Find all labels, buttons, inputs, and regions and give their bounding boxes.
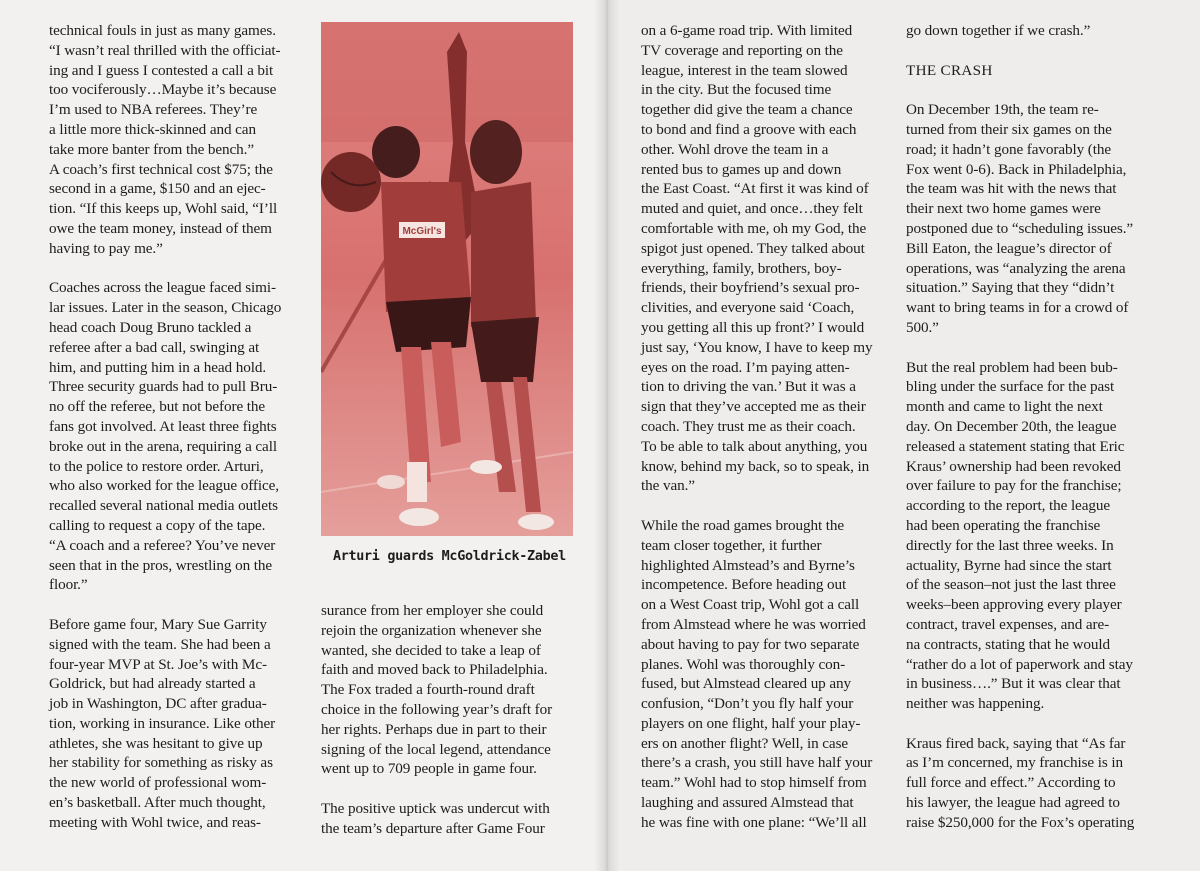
- text-line: Fox went 0-6). Back in Philadelphia,: [906, 160, 1127, 178]
- text-line: faith and moved back to Philadelphia.: [321, 661, 548, 679]
- text-line: Kraus’ ownership had been revoked: [906, 457, 1121, 475]
- text-line: bling under the surface for the past: [906, 378, 1115, 396]
- text-line: “A coach and a referee? You’ve never: [49, 536, 276, 554]
- text-line: no off the referee, but not before the: [49, 398, 266, 416]
- text-line: surance from her employer she could: [321, 602, 544, 619]
- text-line: head coach Doug Bruno tackled a: [49, 318, 252, 336]
- paragraph: [906, 100, 1164, 338]
- text-line: A coach’s first technical cost $75; the: [49, 160, 273, 178]
- text-line: tion to driving the van.’ But it was a: [641, 378, 856, 396]
- section-paragraphs: [906, 100, 1164, 832]
- text-line: lar issues. Later in the season, Chicago: [49, 299, 282, 317]
- text-line: coach. They trust me as their coach.: [641, 417, 856, 435]
- text-line: job in Washington, DC after gradua-: [49, 695, 267, 713]
- text-line: according to the report, the league: [906, 497, 1110, 515]
- text-line: him, and putting him in a head hold.: [49, 358, 267, 376]
- text-line: as I’m concerned, my franchise is in: [906, 754, 1123, 772]
- paragraph: [321, 601, 583, 779]
- book-gutter: [594, 0, 620, 871]
- text-line: turned from their six games on the: [906, 120, 1112, 138]
- section-heading-text: THE CRASH: [906, 61, 993, 79]
- text-line: situation.” Saying that they “didn’t: [906, 279, 1115, 297]
- text-column-4: [906, 21, 1164, 852]
- text-line: other. Wohl drove the team in a: [641, 140, 829, 158]
- text-line: “rather do a lot of paperwork and stay: [906, 655, 1133, 673]
- text-line: month and came to light the next: [906, 398, 1103, 416]
- text-line: fans got involved. At least three fights: [49, 417, 277, 435]
- text-line: second in a game, $150 and an ejec-: [49, 180, 266, 198]
- text-line: had been operating the franchise: [906, 516, 1101, 534]
- text-column-1: [49, 21, 309, 852]
- text-line: on a 6-game road trip. With limited: [641, 22, 853, 39]
- text-line: to bond and find a groove with each: [641, 120, 857, 138]
- text-line: a little more thick-skinned and can: [49, 120, 256, 138]
- text-line: too vociferously…Maybe it’s because: [49, 81, 277, 99]
- text-line: neither was happening.: [906, 695, 1045, 713]
- text-line: referee after a bad call, swinging at: [49, 338, 260, 356]
- text-line: of the season–not just the last three: [906, 576, 1116, 594]
- text-line: confusion, “Don’t you fly half your: [641, 695, 854, 713]
- text-line: directly for the last three weeks. In: [906, 536, 1114, 554]
- text-line: planes. Wohl was thoroughly con-: [641, 655, 846, 673]
- text-line: having to pay me.”: [49, 239, 163, 257]
- text-line: the team was hit with the news that: [906, 180, 1117, 198]
- jersey-text: McGirl's: [402, 226, 442, 237]
- text-line: I’m used to NBA referees. They’re: [49, 101, 258, 119]
- text-line: about having to pay for two separate: [641, 635, 860, 653]
- text-line: owe the team money, instead of them: [49, 219, 272, 237]
- text-column-2: [321, 601, 583, 858]
- text-line: day. On December 20th, the league: [906, 417, 1117, 435]
- text-line: released a statement stating that Eric: [906, 437, 1125, 455]
- paragraph: [906, 734, 1164, 833]
- text-line: Before game four, Mary Sue Garrity: [49, 615, 267, 633]
- basketball-photo: [321, 22, 573, 536]
- text-line: recalled several national media outlets: [49, 497, 278, 515]
- text-line: comfortable with me, oh my God, the: [641, 219, 867, 237]
- text-line: calling to request a copy of the tape.: [49, 516, 266, 534]
- text-line: Goldrick, but had already started a: [49, 675, 256, 693]
- text-line: the team’s departure after Game Four: [321, 819, 545, 837]
- paragraph: [49, 21, 309, 259]
- text-line: postponed due to “scheduling issues.”: [906, 219, 1134, 237]
- photo-caption: Arturi guards McGoldrick-Zabel: [333, 549, 566, 564]
- text-line: the East Coast. “At first it was kind of: [641, 180, 869, 198]
- text-line: ers on another flight? Well, in case: [641, 734, 849, 752]
- text-line: in business….” But it was clear that: [906, 675, 1121, 693]
- text-line: together did give the team a chance: [641, 101, 853, 119]
- text-line: muted and quiet, and once…they felt: [641, 200, 863, 218]
- text-line: floor.”: [49, 576, 88, 594]
- text-line: sign that they’ve accepted me as their: [641, 398, 866, 416]
- text-line: Kraus fired back, saying that “As far: [906, 734, 1126, 752]
- text-line: TV coverage and reporting on the: [641, 41, 843, 59]
- text-line: Coaches across the league faced simi-: [49, 279, 276, 297]
- text-line: 500.”: [906, 318, 939, 336]
- text-line: four-year MVP at St. Joe’s with Mc-: [49, 655, 267, 673]
- paragraph-continuation: [906, 21, 1164, 41]
- text-column-3: [641, 21, 899, 852]
- text-line: While the road games brought the: [641, 516, 845, 534]
- text-line: who also worked for the league office,: [49, 477, 279, 495]
- paragraph: [49, 278, 309, 595]
- text-line: just say, ‘You know, I have to keep my: [641, 338, 873, 356]
- text-line: in the city. But the focused time: [641, 81, 832, 99]
- text-line: na contracts, stating that he would: [906, 635, 1111, 653]
- text-line: raise $250,000 for the Fox’s operating: [906, 813, 1135, 831]
- text-line: actuality, Byrne had since the start: [906, 556, 1112, 574]
- text-line: technical fouls in just as many games.: [49, 22, 276, 39]
- text-line: Bill Eaton, the league’s director of: [906, 239, 1112, 257]
- text-line: rented bus to games up and down: [641, 160, 842, 178]
- text-line: everything, family, brothers, boy-: [641, 259, 842, 277]
- text-line: the new world of professional wom-: [49, 774, 267, 792]
- text-line: know, behind my back, so to speak, in: [641, 457, 870, 475]
- text-line: team.” Wohl had to stop himself from: [641, 774, 867, 792]
- text-line: you getting all this up front?’ I would: [641, 318, 865, 336]
- text-line: on a West Coast trip, Wohl got a call: [641, 596, 860, 614]
- text-line: contract, travel expenses, and are-: [906, 615, 1110, 633]
- text-line: weeks–been approving every player: [906, 596, 1122, 614]
- section-heading: [906, 61, 1164, 81]
- text-line: road; it hadn’t gone favorably (the: [906, 140, 1111, 158]
- text-line: over failure to pay for the franchise;: [906, 477, 1122, 495]
- text-line: The positive uptick was undercut with: [321, 799, 550, 817]
- text-line: players on one flight, half your play-: [641, 714, 861, 732]
- text-line: operations, was “analyzing the arena: [906, 259, 1126, 277]
- text-line: team closer together, it further: [641, 536, 822, 554]
- text-line: from Almstead where he was worried: [641, 615, 866, 633]
- paragraph: [321, 799, 583, 839]
- paragraph: [906, 358, 1164, 714]
- text-line: incompetence. Before heading out: [641, 576, 847, 594]
- text-line: On December 19th, the team re-: [906, 101, 1099, 119]
- text-line: her rights. Perhaps due in part to their: [321, 720, 547, 738]
- photo-illustration: [321, 22, 573, 536]
- text-line: take more banter from the bench.”: [49, 140, 255, 158]
- text-line: he was fine with one plane: “We’ll all: [641, 813, 867, 831]
- text-line: want to bring teams in for a crowd of: [906, 299, 1129, 317]
- text-line: laughing and assured Almstead that: [641, 794, 854, 812]
- paragraph: [49, 615, 309, 833]
- text-line: rejoin the organization whenever she: [321, 621, 542, 639]
- text-line: went up to 709 people in game four.: [321, 760, 537, 778]
- text-line: full force and effect.” According to: [906, 774, 1116, 792]
- text-line: go down together if we crash.”: [906, 22, 1091, 39]
- text-line: to the police to restore order. Arturi,: [49, 457, 264, 475]
- text-line: highlighted Almstead’s and Byrne’s: [641, 556, 855, 574]
- text-line: league, interest in the team slowed: [641, 61, 848, 79]
- text-line: To be able to talk about anything, you: [641, 437, 868, 455]
- text-line: clivities, and everyone said ‘Coach,: [641, 299, 855, 317]
- text-line: the van.”: [641, 477, 695, 495]
- text-line: choice in the following year’s draft for: [321, 700, 553, 718]
- text-line: But the real problem had been bub-: [906, 358, 1118, 376]
- text-line: tion, working in insurance. Like other: [49, 714, 276, 732]
- text-line: eyes on the road. I’m paying atten-: [641, 358, 850, 376]
- text-line: signing of the local legend, attendance: [321, 740, 551, 758]
- text-line: en’s basketball. After much thought,: [49, 794, 266, 812]
- text-line: their next two home games were: [906, 200, 1101, 218]
- text-line: Three security guards had to pull Bru-: [49, 378, 278, 396]
- text-line: “I wasn’t real thrilled with the officiat-: [49, 41, 281, 59]
- text-line: signed with the team. She had been a: [49, 635, 271, 653]
- text-line: spigot just opened. They talked about: [641, 239, 865, 257]
- text-line: athletes, she was hesitant to give up: [49, 734, 263, 752]
- text-line: wanted, she decided to take a leap of: [321, 641, 541, 659]
- text-line: seen that in the pros, wrestling on the: [49, 556, 273, 574]
- text-line: The Fox traded a fourth-round draft: [321, 681, 535, 699]
- text-line: broke out in the arena, requiring a call: [49, 437, 277, 455]
- text-line: tion. “If this keeps up, Wohl said, “I’ll: [49, 200, 278, 218]
- text-line: his lawyer, the league had agreed to: [906, 794, 1120, 812]
- paragraph: [641, 21, 899, 496]
- text-line: friends, their boyfriend’s sexual pro-: [641, 279, 860, 297]
- text-line: meeting with Wohl twice, and reas-: [49, 813, 261, 831]
- text-line: ing and I guess I contested a call a bit: [49, 61, 274, 79]
- text-line: her stability for something as risky as: [49, 754, 273, 772]
- text-line: fused, but Almstead cleared up any: [641, 675, 852, 693]
- paragraph: [641, 516, 899, 833]
- text-line: there’s a crash, you still have half your: [641, 754, 873, 772]
